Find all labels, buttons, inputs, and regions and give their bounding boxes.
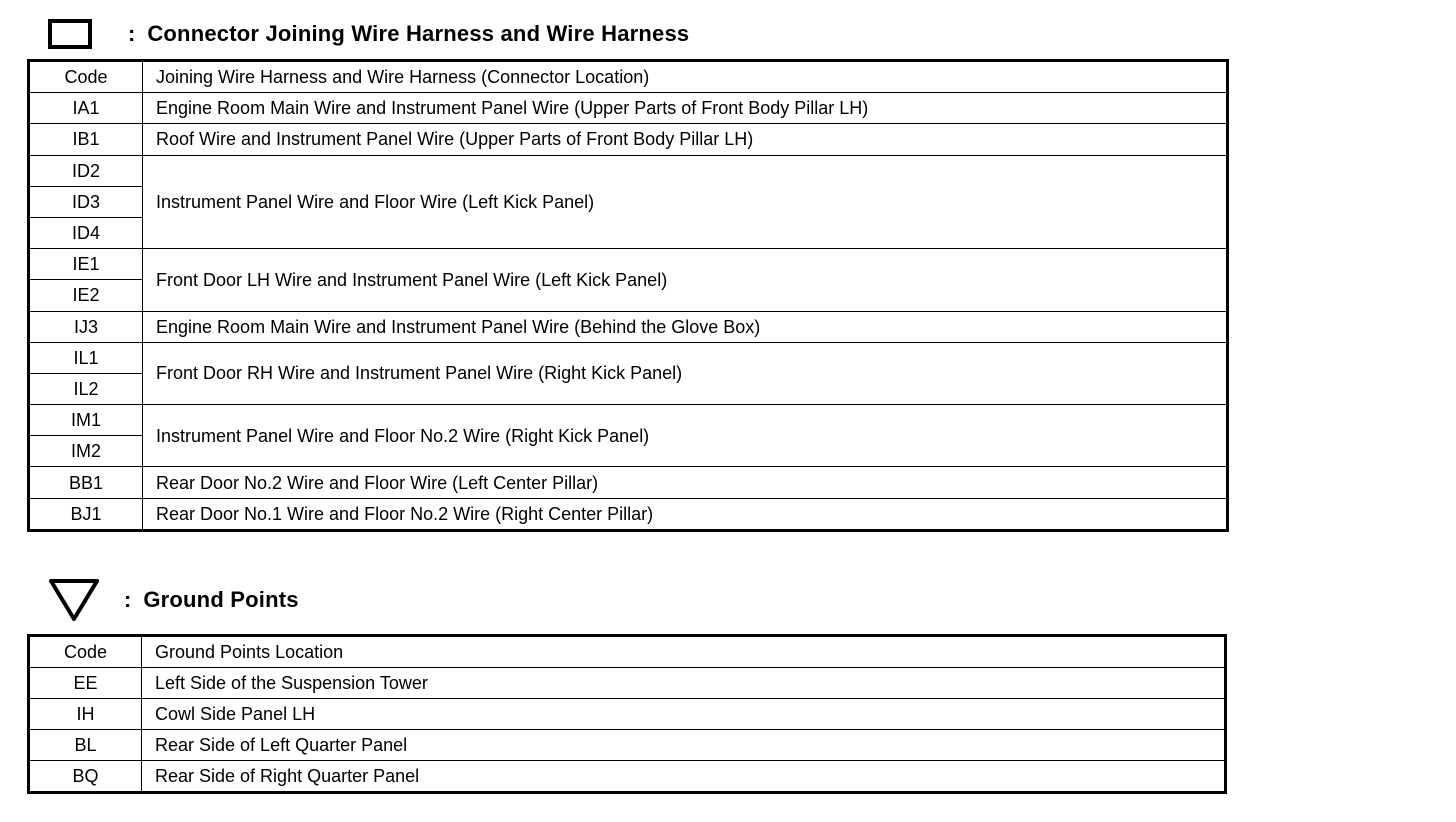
location-header: Ground Points Location bbox=[142, 636, 1226, 668]
table-row bbox=[29, 405, 1228, 436]
ground-code: EE bbox=[29, 668, 142, 699]
connector-location: Engine Room Main Wire and Instrument Panel Wire (Upper Parts of Front Body Pillar LH) bbox=[143, 93, 1228, 124]
connector-code: ID3 bbox=[29, 186, 143, 217]
table-row bbox=[29, 668, 1226, 699]
ground-code: IH bbox=[29, 699, 142, 730]
connector-code: IB1 bbox=[29, 124, 143, 155]
table-row bbox=[29, 155, 1228, 186]
table-header-row bbox=[29, 61, 1228, 93]
connector-location: Instrument Panel Wire and Floor Wire (Left Kick Panel) bbox=[143, 155, 1228, 249]
ground-location: Left Side of the Suspension Tower bbox=[142, 668, 1226, 699]
connector-section-header bbox=[48, 14, 689, 54]
ground-location: Rear Side of Right Quarter Panel bbox=[142, 761, 1226, 793]
table-row bbox=[29, 730, 1226, 761]
code-header: Code bbox=[29, 61, 143, 93]
connector-location: Engine Room Main Wire and Instrument Panel Wire (Behind the Glove Box) bbox=[143, 311, 1228, 342]
ground-colon: : bbox=[124, 587, 132, 612]
table-row bbox=[29, 93, 1228, 124]
connector-code: IL2 bbox=[29, 373, 143, 404]
connector-code: IM2 bbox=[29, 436, 143, 467]
table-row bbox=[29, 498, 1228, 530]
connector-location: Rear Door No.1 Wire and Floor No.2 Wire (Right Center Pillar) bbox=[143, 498, 1228, 530]
connector-colon: : bbox=[128, 21, 136, 46]
connector-code: IE1 bbox=[29, 249, 143, 280]
ground-code: BQ bbox=[29, 761, 142, 793]
connector-code: ID4 bbox=[29, 217, 143, 248]
ground-location: Rear Side of Left Quarter Panel bbox=[142, 730, 1226, 761]
ground-section-header bbox=[48, 580, 299, 620]
table-row bbox=[29, 761, 1226, 793]
connector-code: IA1 bbox=[29, 93, 143, 124]
square-box-icon bbox=[48, 19, 92, 49]
table-row bbox=[29, 342, 1228, 373]
connector-code: IE2 bbox=[29, 280, 143, 311]
table-row bbox=[29, 124, 1228, 155]
connector-code: IM1 bbox=[29, 405, 143, 436]
connector-location: Roof Wire and Instrument Panel Wire (Upper Parts of Front Body Pillar LH) bbox=[143, 124, 1228, 155]
connector-code: IJ3 bbox=[29, 311, 143, 342]
ground-points-table bbox=[27, 634, 1227, 794]
down-triangle-icon bbox=[48, 577, 100, 623]
connector-code: BB1 bbox=[29, 467, 143, 498]
table-row bbox=[29, 467, 1228, 498]
connector-location: Instrument Panel Wire and Floor No.2 Wire (Right Kick Panel) bbox=[143, 405, 1228, 467]
table-row bbox=[29, 249, 1228, 280]
code-header: Code bbox=[29, 636, 142, 668]
connector-table bbox=[27, 59, 1229, 532]
connector-code: BJ1 bbox=[29, 498, 143, 530]
table-row bbox=[29, 311, 1228, 342]
connector-section-title: Connector Joining Wire Harness and Wire Harness bbox=[147, 21, 690, 46]
connector-code: ID2 bbox=[29, 155, 143, 186]
table-header-row bbox=[29, 636, 1226, 668]
table-row bbox=[29, 699, 1226, 730]
ground-code: BL bbox=[29, 730, 142, 761]
connector-location: Rear Door No.2 Wire and Floor Wire (Left Center Pillar) bbox=[143, 467, 1228, 498]
location-header: Joining Wire Harness and Wire Harness (Connector Location) bbox=[143, 61, 1228, 93]
connector-location: Front Door RH Wire and Instrument Panel Wire (Right Kick Panel) bbox=[143, 342, 1228, 404]
ground-location: Cowl Side Panel LH bbox=[142, 699, 1226, 730]
connector-location: Front Door LH Wire and Instrument Panel Wire (Left Kick Panel) bbox=[143, 249, 1228, 311]
connector-code: IL1 bbox=[29, 342, 143, 373]
ground-section-title: Ground Points bbox=[143, 587, 299, 612]
